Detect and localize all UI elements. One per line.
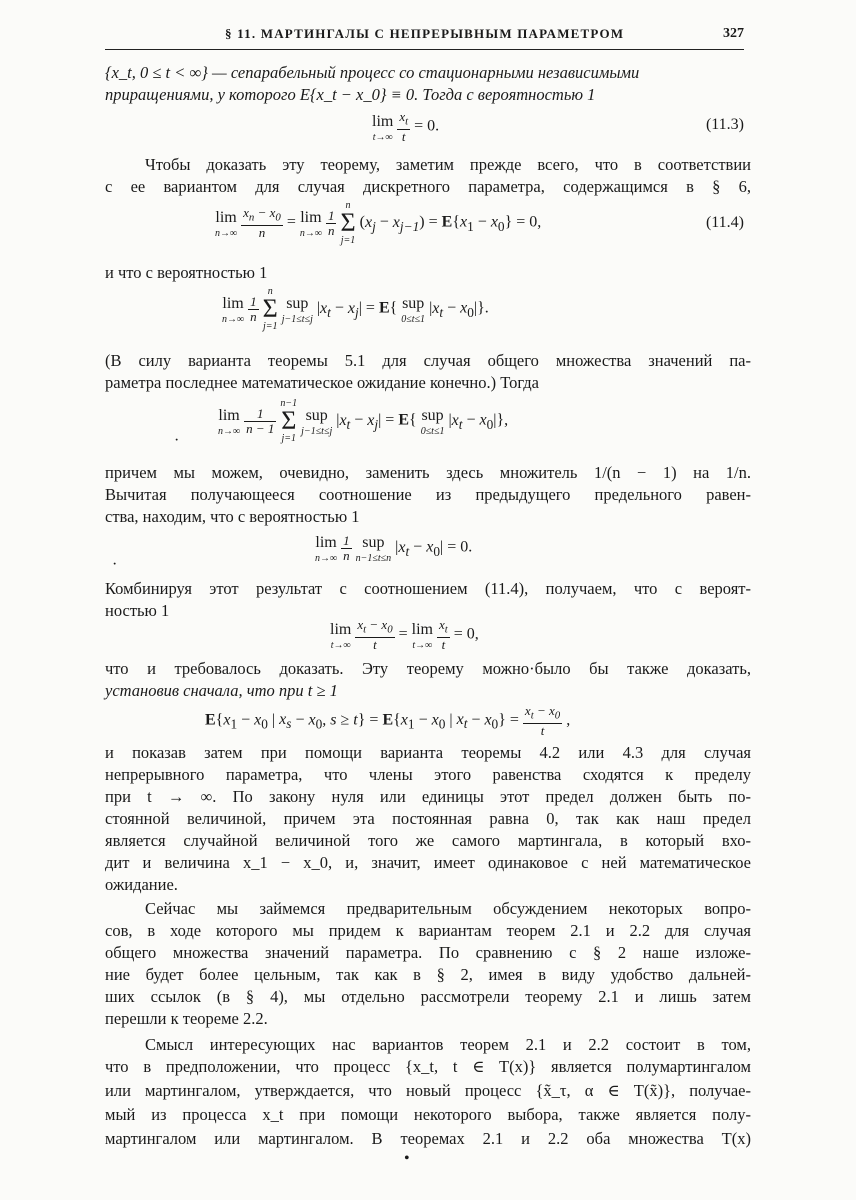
text-line: {x_t, 0 ≤ t < ∞} — сепарабельный процесс со стационарными независимыми [105, 63, 640, 82]
section-title: § 11. МАРТИНГАЛЫ С НЕПРЕРЫВНЫМ ПАРАМЕТРОМ [225, 26, 625, 41]
text-line: мартингалом или мартингалом. В теоремах 2.1 и 2.2 оба множества T(x) [105, 1129, 751, 1148]
text-line: приращениями, у которого E{x_t − x_0} ≡ 0. Тогда с вероятностью 1 [105, 85, 596, 104]
text-line: что и требовалось доказать. Эту теорему можно·было бы также доказать, [105, 659, 751, 678]
text-line: и что с вероятностью 1 [105, 263, 268, 282]
text-line: установив сначала, что при t ≥ 1 [105, 681, 338, 700]
running-header [105, 26, 744, 50]
stray-dot: · [174, 432, 180, 449]
text-line: Комбинируя этот результат с соотношением (11.4), получаем, что с вероят- [105, 579, 751, 598]
text-line: что в предположении, что процесс {x_t, t ∈ T(x)} является полумартингалом [105, 1057, 751, 1076]
text-line: ностью 1 [105, 601, 170, 620]
text-line: Сейчас мы займемся предварительным обсуждением некоторых вопро- [145, 899, 751, 918]
stray-dot: · [112, 556, 118, 573]
text-line: ние будет более цельным, так как в § 2, имея в виду удобство дальней- [105, 965, 751, 984]
text-line: и показав затем при помощи варианта теоремы 4.2 или 4.3 для случая [105, 743, 751, 762]
text-line: ожидание. [105, 875, 178, 894]
equation-sup-1: lim n→∞ $\frac{1}{n}$ n Σ j=1 sup j−1≤t≤j $|x_t - x_j| = E${ sup 0≤t≤1 $|x_t - x_0|$}. [222, 286, 489, 332]
text-line: является случайной величиной того же самого мартингала, в который вхо- [105, 831, 751, 850]
equation-number: (11.3) [705, 116, 744, 133]
text-line: дит и величина x_1 − x_0, и, значит, имеет одинаковое с ней математическое [105, 853, 751, 872]
text-line: ства, находим, что с вероятностью 1 [105, 507, 360, 526]
equation-number: (11.4) [705, 214, 744, 231]
text-line: стоянной величиной, причем эта постоянная равна 0, так как наш предел [105, 809, 751, 828]
text-line: Вычитая получающееся соотношение из предыдущего предельного равен- [105, 485, 751, 504]
text-line: сов, в ходе которого мы придем к вариантам теорем 2.1 и 2.2 для случая [105, 921, 751, 940]
text-line: мый из процесса x_t при помощи некоторого выбора, также является полу- [105, 1105, 751, 1124]
text-line: ших ссылок (в § 4), мы отдельно рассмотрели теорему 2.1 и лишь затем [105, 987, 751, 1006]
equation-combined: lim t→∞ $\frac{x_t - x_0}{t}$ = lim t→∞ $\frac{x_t}{t}$ = 0, [330, 617, 479, 652]
text-line: Смысл интересующих нас вариантов теорем 2.1 и 2.2 состоит в том, [145, 1035, 751, 1054]
equation-11-3: lim t→∞ $\frac{x_t}{t}$ = 0. [372, 109, 440, 144]
equation-conditional: $E\{x_1 - x_0$ | $x_s - x_0$, $s \ge t\} = E\{x_1 - x_0$ | $x_t - x_0$} = $\frac{x_t - x_0}{t}$ , [205, 703, 571, 738]
text-line: непрерывного параметра, что члены этого равенства сходятся к пределу [105, 765, 751, 784]
header-rule [105, 49, 744, 50]
text-line: при t → ∞. По закону нуля или единицы этот предел должен быть по- [105, 787, 751, 806]
text-line: (В силу варианта теоремы 5.1 для случая общего множества значений па- [105, 351, 751, 370]
text-line: Чтобы доказать эту теорему, заметим прежде всего, что в соответствии [145, 155, 751, 174]
stray-dot: • [404, 1150, 410, 1167]
text-line: общего множества значений параметра. По сравнению с § 2 наше изложе- [105, 943, 751, 962]
text-line: или мартингалом, утверждается, что новый процесс {x̃_τ, α ∈ T(x̃)}, получае- [105, 1081, 751, 1100]
equation-sup-3: lim n→∞ $\frac{1}{n}$ sup n−1≤t≤n $|x_t - x_0| = 0$. [315, 532, 473, 564]
equation-11-4: lim n→∞ $\frac{x_n - x_0}{n}$ = lim n→∞ $\frac{1}{n}$ n Σ j=1 $(x_j - x_{j-1}) = E\{x_1 - x_0\} = 0$, [215, 200, 542, 246]
text-line: раметра последнее математическое ожидание конечно.) Тогда [105, 373, 540, 392]
text-line: перешли к теореме 2.2. [105, 1009, 268, 1028]
equation-sup-2: lim n→∞ $\frac{1}{n - 1}$ n−1 Σ j=1 sup j−1≤t≤j $|x_t - x_j| = E${ sup 0≤t≤1 $|x_t - x_0|$}, [218, 398, 509, 444]
page-number: 327 [723, 26, 744, 41]
text-line: с ее вариантом для случая дискретного параметра, содержащимся в § 6, [105, 177, 751, 196]
text-line: причем мы можем, очевидно, заменить здесь множитель 1/(n − 1) на 1/n. [105, 463, 751, 482]
